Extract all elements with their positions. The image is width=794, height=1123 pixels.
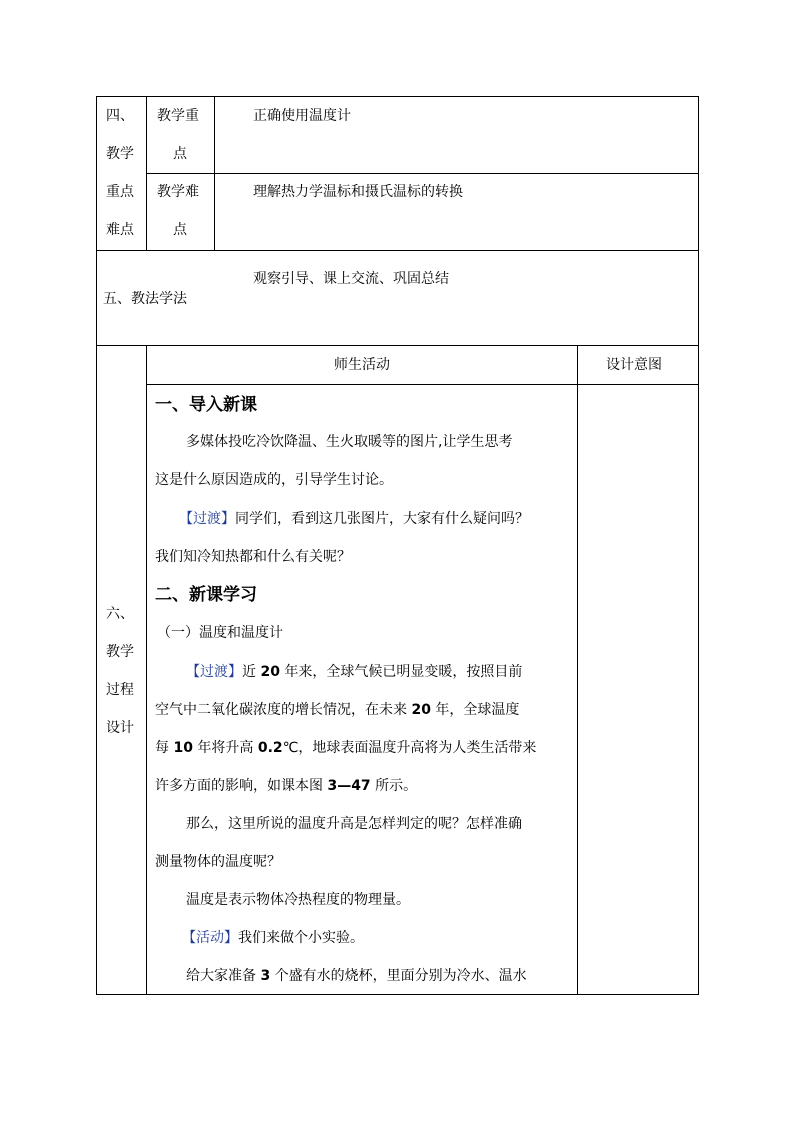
paragraph-text: 我们来做个小实验。 <box>238 930 364 946</box>
column-header-intent: 设计意图 <box>606 357 662 373</box>
paragraph-text: 同学们，看到这几张图片，大家有什么疑问吗？ <box>235 511 529 527</box>
paragraph-text: 个盛有水的烧杯，里面分别为冷水、温水 <box>270 968 527 984</box>
paragraph-text: 年，全球温度 <box>430 702 520 718</box>
paragraph-line <box>155 738 536 758</box>
paragraph-line: 那么，这里所说的温度升高是怎样判定的呢？怎样准确 <box>186 816 522 832</box>
transition-tag: 【过渡】 <box>179 511 235 527</box>
methods-label: 五、教法学法 <box>103 291 187 307</box>
number: 20 <box>411 702 431 718</box>
difficult-point-label-cont: 点 <box>173 222 187 238</box>
paragraph-line: 多媒体投吃冷饮降温、生火取暖等的图片,让学生思考 <box>186 434 513 450</box>
table-border-bottom <box>96 994 699 995</box>
difficult-point-content: 理解热力学温标和摄氏温标的转换 <box>253 184 463 200</box>
heading-intro: 一、导入新课 <box>155 395 257 415</box>
divider-sec4-row <box>146 173 699 174</box>
paragraph-line: 我们知冷知热都和什么有关呢？ <box>155 549 351 565</box>
table-border-top <box>96 96 699 97</box>
paragraph-line <box>186 966 527 986</box>
sec4-label-line: 重点 <box>106 184 134 200</box>
divider-sec5-end <box>96 345 699 346</box>
paragraph-text: ℃，地球表面温度升高将为人类生活带来 <box>282 740 537 756</box>
table-border-right <box>698 96 699 995</box>
subheading: （一）温度和温度计 <box>157 625 283 641</box>
divider-sec6-col <box>146 345 147 995</box>
sec4-label-line: 难点 <box>106 222 134 238</box>
paragraph-line <box>182 928 364 948</box>
paragraph-line <box>179 509 529 529</box>
sec4-label-line: 四、 <box>106 108 134 124</box>
number: 3—47 <box>327 778 371 794</box>
paragraph-line <box>155 776 417 796</box>
paragraph-line: 这是什么原因造成的，引导学生讨论。 <box>155 472 393 488</box>
heading-new-lesson: 二、新课学习 <box>155 585 257 605</box>
methods-content: 观察引导、课上交流、巩固总结 <box>253 271 449 287</box>
paragraph-text: 每 <box>155 740 174 756</box>
sec4-label-line: 教学 <box>106 146 134 162</box>
key-point-label: 教学重 <box>157 108 199 124</box>
paragraph-line: 测量物体的温度呢？ <box>155 854 281 870</box>
paragraph-text: 年将升高 <box>192 740 258 756</box>
sec6-label-line: 过程 <box>106 682 134 698</box>
paragraph-text: 空气中二氧化碳浓度的增长情况，在未来 <box>155 702 412 718</box>
number: 10 <box>173 740 193 756</box>
sec6-label-line: 设计 <box>106 720 134 736</box>
paragraph-text: 许多方面的影响，如课本图 <box>155 778 328 794</box>
key-point-label-cont: 点 <box>173 146 187 162</box>
difficult-point-label: 教学难 <box>157 184 199 200</box>
transition-tag: 【过渡】 <box>186 664 242 680</box>
table-border-left <box>96 96 97 995</box>
number: 0.2 <box>257 740 283 756</box>
divider-sec6-intent-col <box>577 345 578 995</box>
paragraph-text: 近 <box>242 664 261 680</box>
paragraph-line <box>186 662 522 682</box>
sec6-label-line: 教学 <box>106 644 134 660</box>
activity-tag: 【活动】 <box>182 930 238 946</box>
number: 20 <box>260 664 280 680</box>
paragraph-text: 所示。 <box>370 778 418 794</box>
paragraph-line: 温度是表示物体冷热程度的物理量。 <box>186 892 410 908</box>
key-point-content: 正确使用温度计 <box>253 108 351 124</box>
number: 3 <box>260 968 271 984</box>
paragraph-line <box>155 700 519 720</box>
divider-sec4-end <box>96 250 699 251</box>
paragraph-text: 给大家准备 <box>186 968 261 984</box>
sec6-label-line: 六、 <box>106 606 134 622</box>
paragraph-text: 年来，全球气候已明显变暖，按照目前 <box>279 664 523 680</box>
divider-sec6-header <box>146 384 699 385</box>
column-header-activity: 师生活动 <box>334 357 390 373</box>
